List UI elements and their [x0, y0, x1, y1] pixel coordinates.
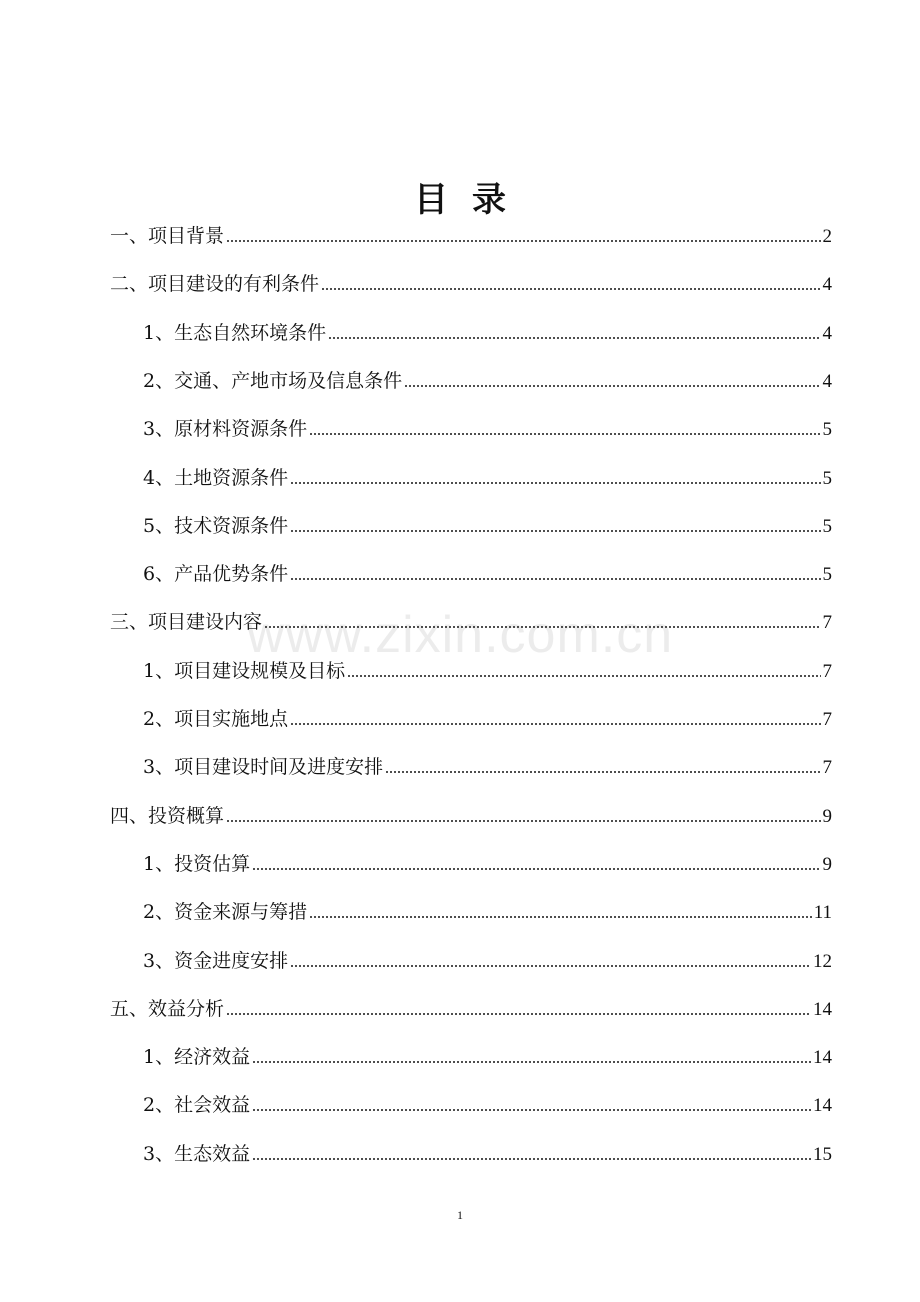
toc-entry[interactable]	[143, 898, 832, 926]
toc-entry-page: 2	[822, 226, 832, 247]
toc-entry-title: 2、交通、产地市场及信息条件	[143, 369, 403, 392]
toc-entry-title: 二、项目建设的有利条件	[110, 273, 320, 296]
toc-dot-leader	[309, 433, 820, 435]
toc-entry-page: 14	[813, 1095, 832, 1117]
toc-entry-page: 5	[822, 419, 832, 441]
toc-dot-leader	[290, 578, 820, 580]
toc-entry-title: 3、生态效益	[143, 1142, 251, 1165]
toc-entry-page: 4	[822, 370, 832, 392]
toc-entry[interactable]	[143, 705, 832, 733]
toc-entry[interactable]	[110, 995, 832, 1023]
toc-entry[interactable]	[143, 560, 832, 588]
toc-entry-title: 2、项目实施地点	[143, 708, 289, 730]
toc-entry[interactable]	[143, 947, 832, 975]
toc-entry-page: 5	[822, 564, 832, 586]
toc-entry-page: 4	[822, 322, 832, 344]
toc-entry-title: 四、投资概算	[110, 804, 225, 827]
toc-entry[interactable]	[143, 367, 832, 395]
toc-dot-leader	[252, 1109, 811, 1111]
toc-entry-title: 1、项目建设规模及目标	[143, 659, 346, 682]
toc-dot-leader	[347, 675, 820, 677]
toc-entry-page: 5	[822, 515, 832, 537]
toc-entry[interactable]	[110, 802, 832, 830]
toc-entry[interactable]	[143, 1140, 832, 1168]
toc-dot-leader	[252, 1061, 811, 1063]
toc-entry[interactable]	[143, 1043, 832, 1071]
toc-dot-leader	[290, 530, 820, 532]
toc-dot-leader	[252, 868, 820, 870]
toc-entry[interactable]	[110, 222, 832, 250]
toc-entry-page: 9	[822, 805, 832, 827]
toc-dot-leader	[321, 288, 820, 290]
toc-entry[interactable]	[110, 608, 832, 636]
toc-dot-leader	[264, 626, 820, 628]
toc-entry[interactable]	[143, 464, 832, 492]
toc-dot-leader	[290, 482, 820, 484]
toc-entry-title: 2、社会效益	[143, 1094, 251, 1117]
toc-entry[interactable]	[143, 319, 832, 347]
toc-entry-title: 3、原材料资源条件	[143, 418, 308, 441]
toc-entry-title: 6、产品优势条件	[143, 563, 289, 586]
toc-dot-leader	[328, 337, 820, 339]
toc-dot-leader	[252, 1158, 811, 1160]
toc-entry-title: 5、技术资源条件	[143, 514, 289, 537]
toc-entry-page: 15	[813, 1143, 832, 1165]
toc-entry-page: 14	[813, 1047, 832, 1069]
toc-dot-leader	[385, 771, 820, 773]
toc-entry-page: 7	[822, 612, 832, 634]
toc-entry-title: 1、经济效益	[143, 1046, 251, 1069]
toc-entry-title: 3、资金进度安排	[143, 949, 289, 972]
toc-entry[interactable]	[143, 850, 832, 878]
toc-entry-page: 11	[813, 902, 832, 924]
toc-entry-page: 7	[822, 709, 832, 730]
toc-entry-title: 3、项目建设时间及进度安排	[143, 756, 384, 779]
toc-entry[interactable]	[110, 270, 832, 298]
toc-entry-title: 1、投资估算	[143, 852, 251, 875]
toc-dot-leader	[290, 723, 820, 725]
toc-dot-leader	[226, 820, 820, 822]
toc-dot-leader	[404, 385, 820, 387]
toc-entry-page: 7	[822, 757, 832, 779]
watermark: www.zixin.com.cn	[246, 606, 674, 664]
toc-entry[interactable]	[143, 415, 832, 443]
toc-entry-title: 三、项目建设内容	[110, 611, 263, 634]
toc-entry[interactable]	[143, 753, 832, 781]
toc-dot-leader	[309, 916, 812, 918]
toc-entry-title: 五、效益分析	[110, 997, 225, 1020]
toc-entry-page: 12	[813, 950, 832, 972]
toc-entry[interactable]	[143, 1091, 832, 1119]
toc-entry-page: 5	[822, 467, 832, 489]
toc-entry[interactable]	[143, 512, 832, 540]
toc-entry-page: 4	[822, 274, 832, 296]
toc-entry-page: 14	[813, 998, 832, 1020]
toc-entry-title: 2、资金来源与筹措	[143, 901, 308, 924]
page-number: 1	[457, 1208, 463, 1222]
toc-dot-leader	[226, 1013, 811, 1015]
toc-entry-page: 9	[822, 853, 832, 875]
toc-entry-page: 7	[822, 660, 832, 682]
toc-entry-title: 4、土地资源条件	[143, 466, 289, 489]
toc-dot-leader	[290, 965, 811, 967]
toc-entry[interactable]	[143, 657, 832, 685]
toc-entry-title: 一、项目背景	[110, 225, 225, 247]
toc-title: 目录	[414, 180, 530, 220]
toc-entry-title: 1、生态自然环境条件	[143, 321, 327, 344]
toc-dot-leader	[226, 240, 820, 242]
